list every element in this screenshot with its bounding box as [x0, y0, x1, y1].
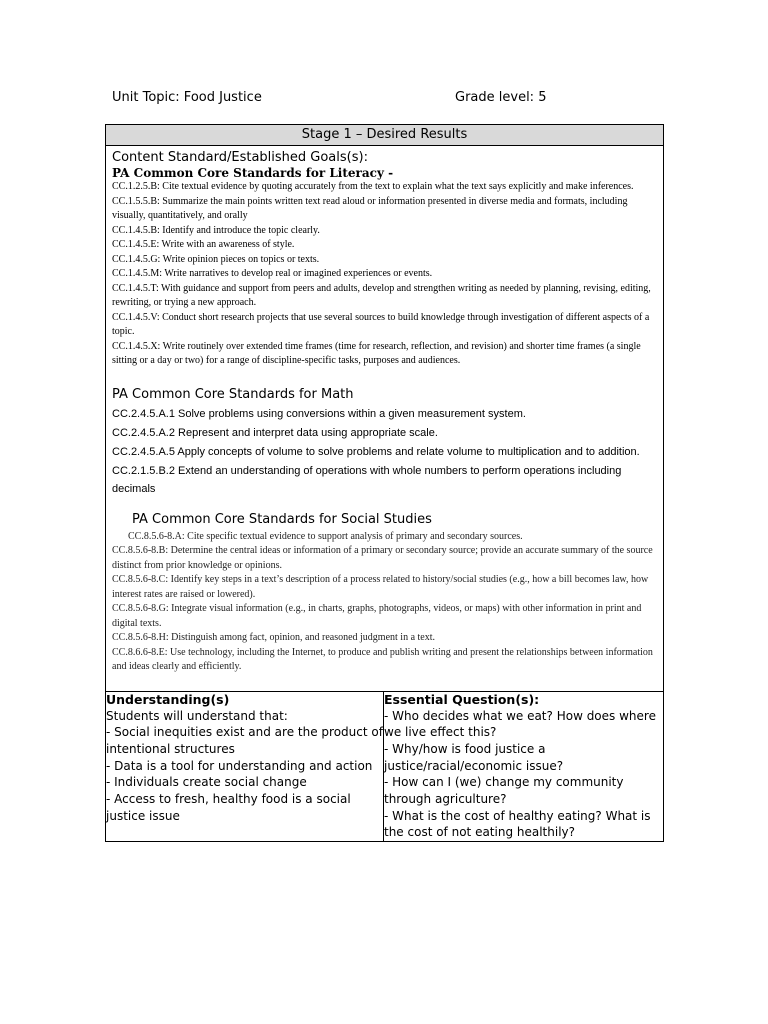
social-studies-item: CC.8.5.6-8.A: Cite specific textual evidence to support analysis of primary and secondary sources. [128, 530, 523, 542]
social-studies-item: CC.8.5.6-8.H: Distinguish among fact, opinion, and reasoned judgment in a text. [112, 632, 436, 643]
social-studies-list [112, 530, 657, 675]
literacy-list [112, 180, 657, 369]
understanding-item: - Access to fresh, healthy food is a social justice issue [106, 792, 351, 823]
stage1-table [105, 124, 664, 842]
literacy-item: CC.1.4.5.G: Write opinion pieces on topics or texts. [112, 253, 320, 265]
unit-topic: Unit Topic: Food Justice [112, 90, 262, 105]
essential-questions-list [384, 708, 663, 842]
understandings-title: Understanding(s) [106, 691, 230, 707]
math-title: PA Common Core Standards for Math [112, 386, 354, 402]
social-studies-title: PA Common Core Standards for Social Studies [132, 511, 432, 527]
literacy-item: CC.1.2.5.B: Cite textual evidence by quoting accurately from the text to explain what the text says explicitly and make inferences. [112, 181, 634, 192]
understanding-item: - Data is a tool for understanding and action [106, 758, 373, 773]
essential-questions-cell [384, 691, 664, 842]
math-item: CC.2.4.5.A.5 Apply concepts of volume to solve problems and relate volume to multiplication and to addition. [112, 445, 640, 458]
literacy-item: CC.1.5.5.B: Summarize the main points written text read aloud or information presented in diverse media and formats, including visually, quantitatively, and orally [112, 195, 628, 221]
math-item: CC.2.4.5.A.1 Solve problems using conversions within a given measurement system. [112, 407, 526, 420]
literacy-item: CC.1.4.5.T: With guidance and support from peers and adults, develop and strengthen writing as needed by planning, revising, editing, rewriting, or trying a new approach. [112, 282, 651, 308]
literacy-title: PA Common Core Standards for Literacy - [112, 166, 394, 180]
literacy-item: CC.1.4.5.X: Write routinely over extended time frames (time for research, reflection, and revision) and shorter time frames (a single sitting or a day or two) for a range of discipline-specific tasks, purposes and audiences. [112, 340, 641, 366]
grade-level: Grade level: 5 [455, 90, 547, 105]
literacy-item: CC.1.4.5.B: Identify and introduce the topic clearly. [112, 224, 320, 236]
essential-question-item: - Who decides what we eat? How does where we live effect this? [384, 708, 656, 740]
social-studies-item: CC.8.5.6-8.C: Identify key steps in a text’s description of a process related to history/social studies (e.g., how a bill becomes law, how interest rates are raised or lowered). [112, 574, 649, 600]
social-studies-item: CC.8.6.6-8.E: Use technology, including the Internet, to produce and publish writing and present the relationships between information and ideas clearly and efficiently. [112, 646, 653, 672]
stage-title: Stage 1 – Desired Results [106, 125, 664, 146]
goals-heading: Content Standard/Established Goals(s): [112, 150, 368, 165]
understandings-intro: Students will understand that: [106, 708, 288, 723]
literacy-item: CC.1.4.5.E: Write with an awareness of style. [112, 239, 295, 250]
literacy-item: CC.1.4.5.M: Write narratives to develop real or imagined experiences or events. [112, 268, 433, 279]
essential-question-item: - What is the cost of healthy eating? What is the cost of not eating healthily? [384, 808, 651, 840]
understanding-item: - Social inequities exist and are the product of intentional structures [106, 725, 383, 756]
social-studies-item: CC.8.5.6-8.G: Integrate visual information (e.g., in charts, graphs, photographs, videos, or maps) with other information in print and digital texts. [112, 603, 642, 629]
literacy-item: CC.1.4.5.V: Conduct short research projects that use several sources to build knowledge through investigation of different aspects of a topic. [112, 311, 650, 337]
understandings-list [106, 724, 383, 824]
essential-questions-title: Essential Question(s): [384, 691, 540, 707]
understanding-item: - Individuals create social change [106, 775, 307, 790]
social-studies-item: CC.8.5.6-8.B: Determine the central ideas or information of a primary or secondary source; provide an accurate summary of the source distinct from prior knowledge or opinions. [112, 545, 653, 571]
math-item: CC.2.4.5.A.2 Represent and interpret data using appropriate scale. [112, 426, 438, 439]
math-list [112, 405, 657, 498]
essential-question-item: - Why/how is food justice a justice/racial/economic issue? [384, 741, 564, 773]
understandings-cell [106, 691, 384, 842]
essential-question-item: - How can I (we) change my community through agriculture? [384, 775, 624, 807]
goals-cell [106, 146, 664, 692]
math-item: CC.2.1.5.B.2 Extend an understanding of operations with whole numbers to perform operations including decimals [112, 464, 622, 495]
